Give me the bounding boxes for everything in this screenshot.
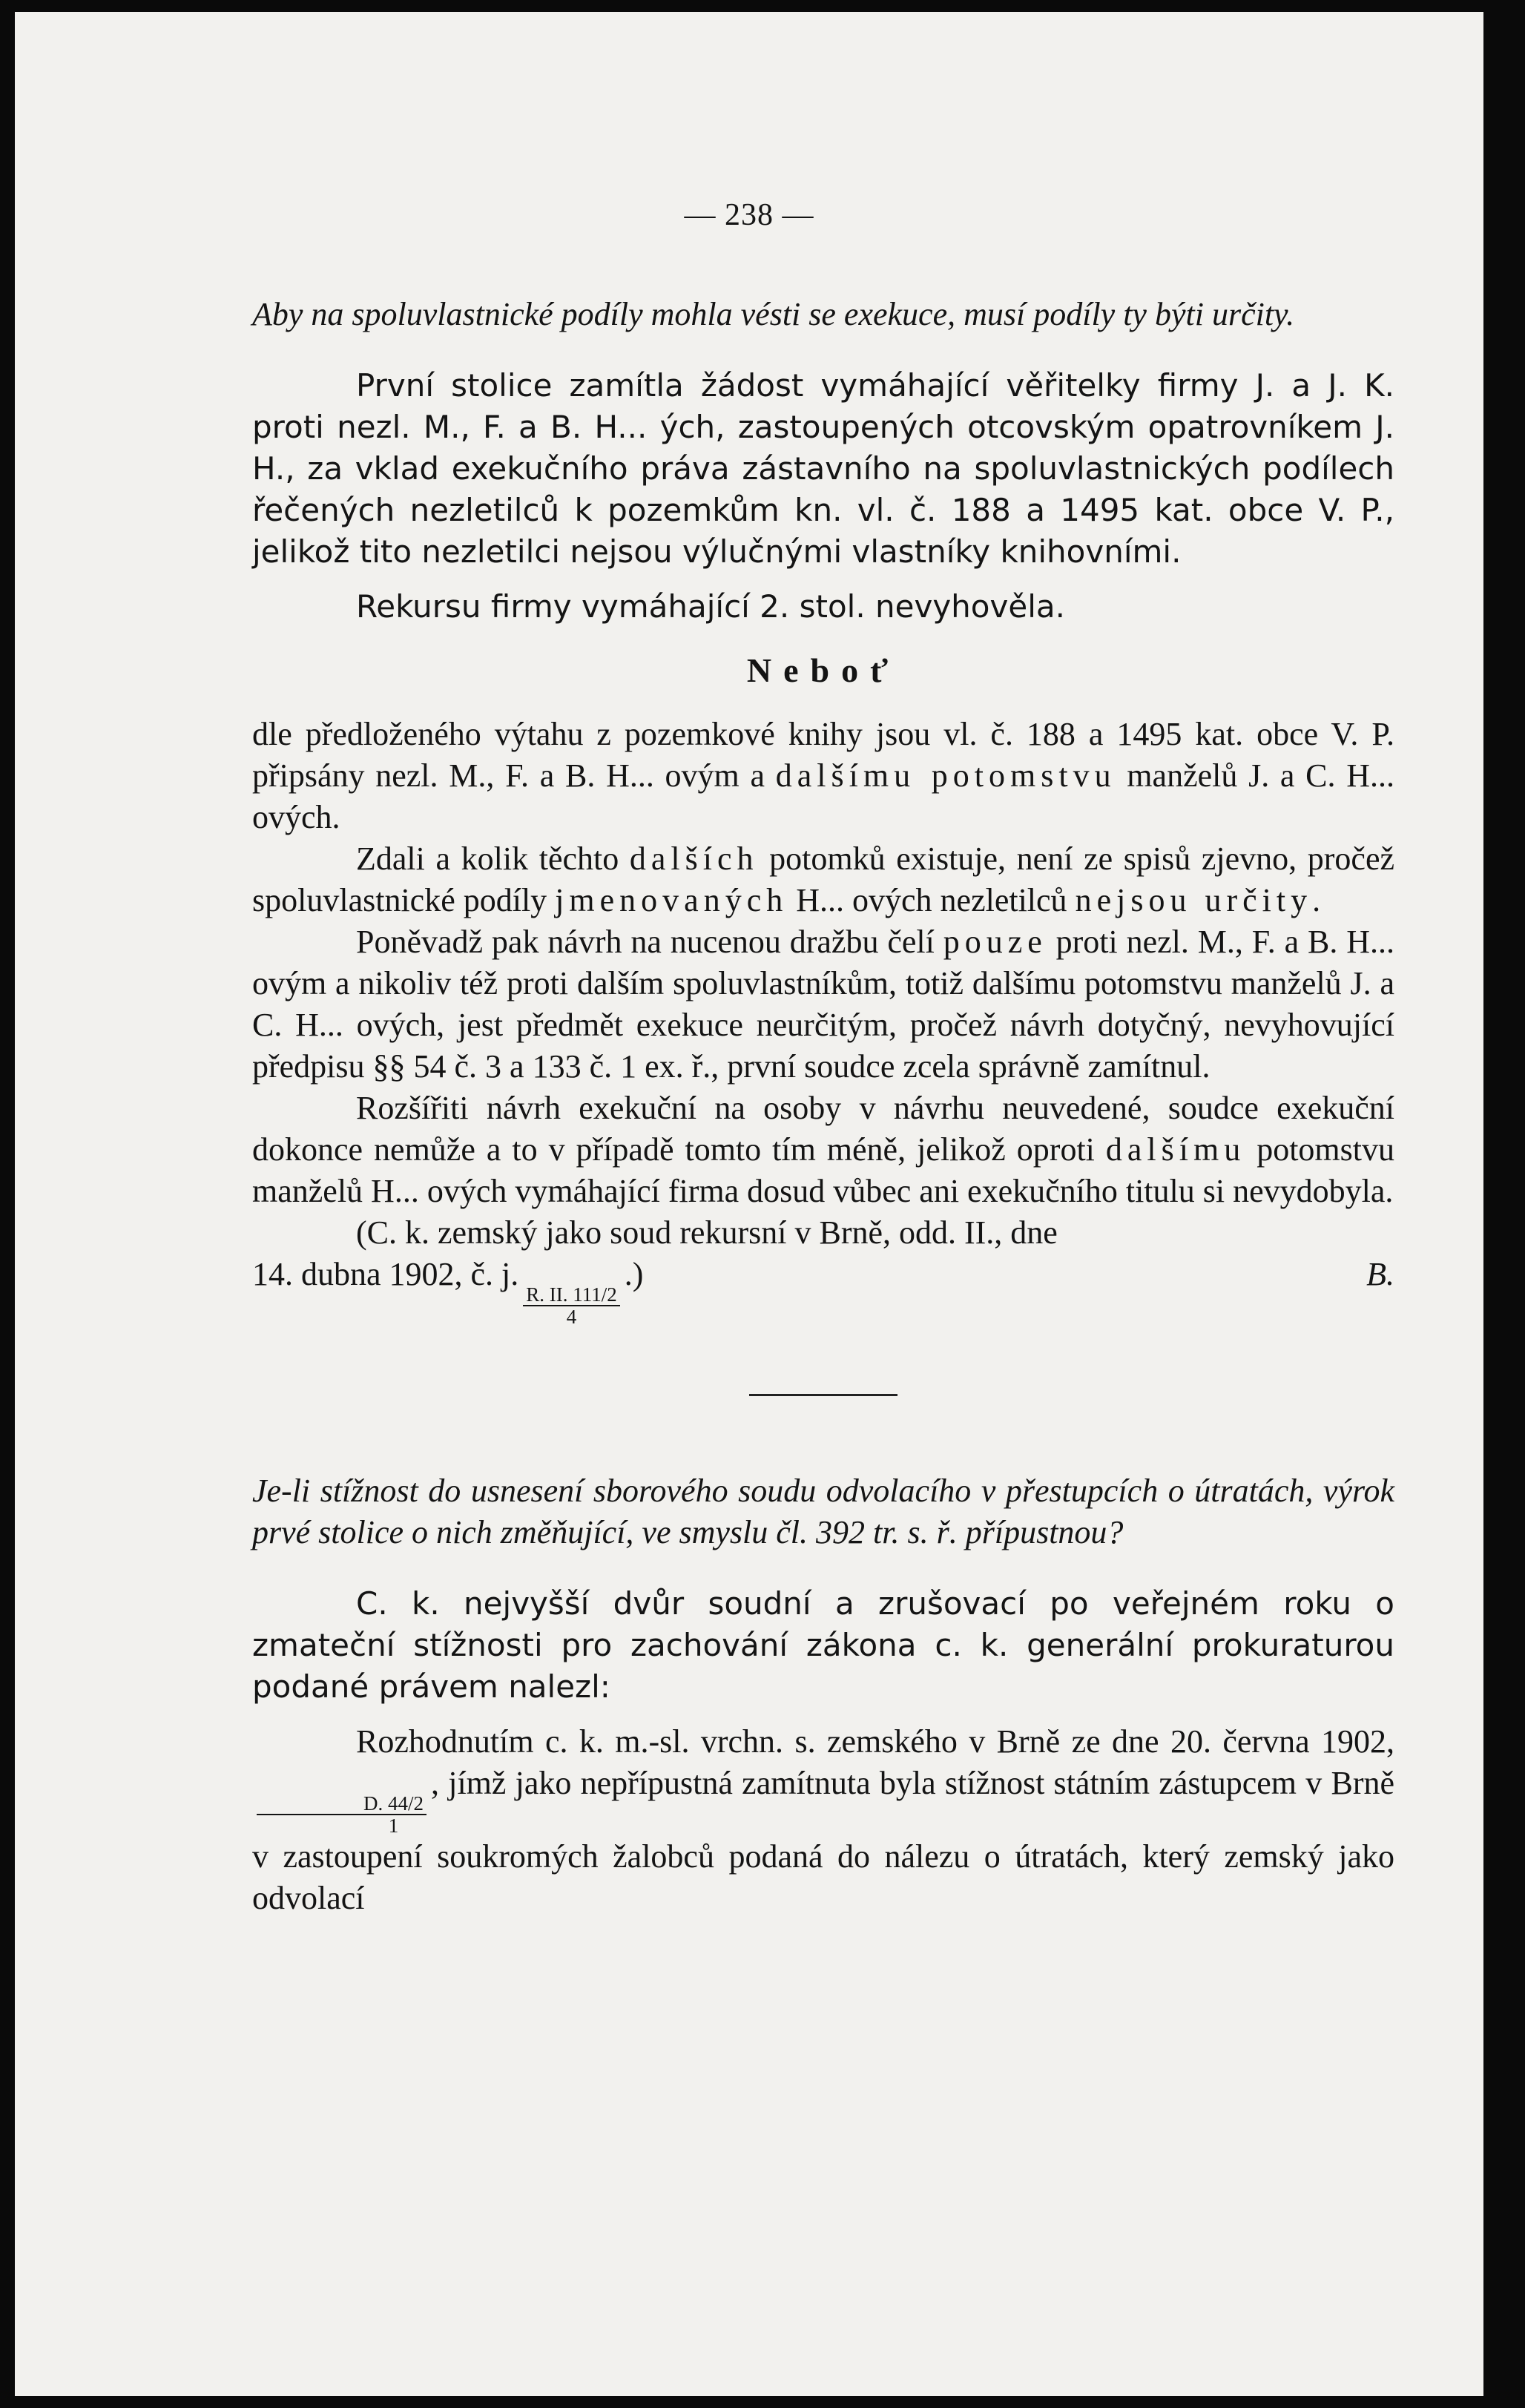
text-run: Rozšířiti návrh exekuční na osoby v návrhu neuvedené, soudce exekuční dokonce nemůže a to v případě tomto tím méně, jelikož oproti xyxy=(252,1090,1394,1168)
section2-heading: Je-li stížnost do usnesení sborového soudu odvolacího v přestupcích o útratách, výrok prvé stolice o nich změňující, ve smyslu čl. 392 tr. s. ř. přípustnou? xyxy=(252,1473,1394,1550)
page-number: — 238 — xyxy=(684,198,814,232)
paragraph-reason-1 xyxy=(252,714,1394,838)
text-run: dle předloženého výtahu z pozemkové knihy jsou vl. č. 188 a 1495 kat. obce V. P. připsány nezl. M., F. a B. H... ovým a xyxy=(252,716,1394,794)
fraction-numerator: R. II. 111/2 xyxy=(523,1284,620,1306)
paragraph-reason-4 xyxy=(252,1088,1394,1212)
citation-text xyxy=(252,1254,643,1327)
paragraph-rekurs: Rekursu firmy vymáhající 2. stol. nevyhověla. xyxy=(356,588,1065,625)
text-run: , jímž jako nepřípustná zamítnuta byla stížnost státním zástupcem v Brně v zastoupení soukromých žalobců podaná do nálezu o útratách, který zemský jako odvolací xyxy=(252,1765,1394,1916)
fraction-denominator: 1 xyxy=(388,1815,399,1837)
emphasis-text: jmenovaných xyxy=(555,882,788,918)
section-divider xyxy=(749,1394,897,1396)
text-run: Zdali a kolik těchto xyxy=(356,841,630,877)
emphasis-text: dalších xyxy=(629,841,759,877)
paragraph-first-instance: První stolice zamítla žádost vymáhající věřitelky firmy J. a J. K. proti nezl. M., F. a B. H... ých, zastoupených otcovským opatrovníkem J. H., za vklad exekučního práva zástavního na spoluvlastnických podílech řečených nezletilců k pozemkům kn. vl. č. 188 a 1495 kat. obce V. P., jelikož tito nezletilci nejsou výlučnými vlastníky knihovními. xyxy=(252,367,1394,570)
text-run: potomků existuje, není ze spisů zjevno, pročež spoluvlastnické podíly xyxy=(252,841,1394,918)
emphasis-text: dalšímu potomstvu xyxy=(775,757,1116,794)
emphasis-text: pouze xyxy=(943,924,1047,960)
emphasis-text: dalšímu xyxy=(1105,1131,1246,1168)
case-number-fraction xyxy=(523,1284,620,1327)
citation-line-1: (C. k. zemský jako soud rekursní v Brně, odd. II., dne xyxy=(356,1214,1058,1251)
paragraph-decision xyxy=(252,1721,1394,1919)
section1-heading: Aby na spoluvlastnické podíly mohla vésti se exekuce, musí podíly ty býti určity. xyxy=(252,296,1295,332)
case-number-fraction xyxy=(257,1793,426,1836)
text-run: proti nezl. M., F. a B. H... ovým a nikoliv též proti dalším spoluvlastníkům, totiž dalšímu potomstvu manželů J. a C. H... ových, jest předmět exekuce neurčitým, pročež návrh dotyčný, nevyhovující předpisu §§ 54 č. 3 a 133 č. 1 ex. ř., první soudce zcela správně zamítnul. xyxy=(252,924,1394,1085)
text-run: Rozhodnutím c. k. m.-sl. vrchn. s. zemského v Brně ze dne 20. června 1902, xyxy=(356,1723,1394,1760)
paragraph-supreme-court: C. k. nejvyšší dvůr soudní a zrušovací po veřejném roku o zmateční stížnosti pro zachování zákona c. k. generální prokuraturou podané právem nalezl: xyxy=(252,1585,1394,1705)
fraction-numerator: D. 44/2 xyxy=(257,1793,426,1815)
text-run: 14. dubna 1902, č. j. xyxy=(252,1256,519,1292)
text-run: H... ových nezletilců xyxy=(788,882,1076,918)
text-run: Poněvadž pak návrh na nucenou dražbu čelí xyxy=(356,924,943,960)
paragraph-reason-2 xyxy=(252,838,1394,921)
document-body xyxy=(252,294,1394,1919)
citation-line-2 xyxy=(252,1254,1394,1327)
section-title-nebot: Neboť xyxy=(746,651,900,689)
author-initial: B. xyxy=(1366,1256,1394,1292)
text-run: manželů J. a C. H... ových. xyxy=(252,757,1394,835)
emphasis-text: nejsou určity xyxy=(1075,882,1313,918)
text-run: .) xyxy=(624,1256,644,1292)
text-run: potomstvu manželů H... ových vymáhající firma dosud vůbec ani exekučního titulu si nevydobyla. xyxy=(252,1131,1395,1209)
fraction-denominator: 4 xyxy=(566,1306,577,1328)
paragraph-reason-3 xyxy=(252,921,1394,1088)
document-page xyxy=(15,12,1483,2396)
text-run: . xyxy=(1312,882,1321,918)
